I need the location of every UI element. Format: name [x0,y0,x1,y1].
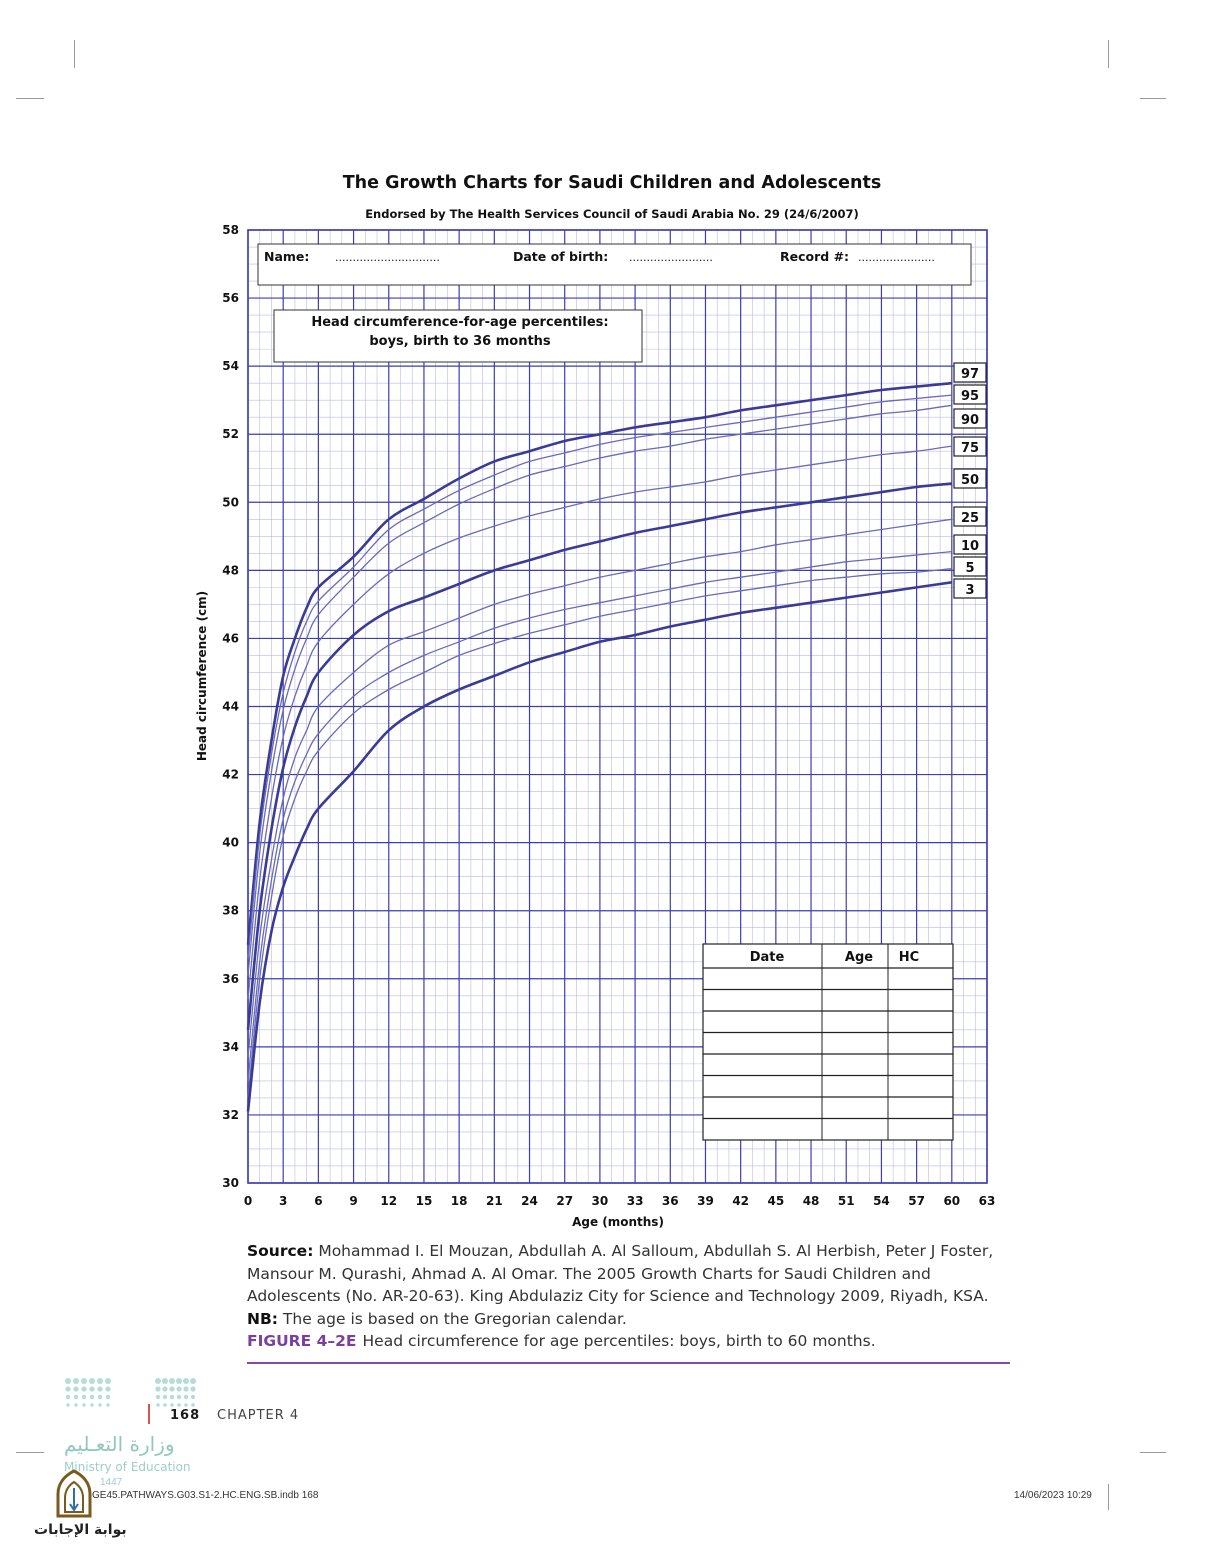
inner-title-line2: boys, birth to 36 months [369,334,551,349]
x-axis-label: Age (months) [572,1215,664,1229]
percentile-label-25: 25 [960,511,980,526]
y-tick-label: 34 [222,1039,239,1054]
y-tick-label: 46 [222,631,239,646]
page-number-bar [148,1404,150,1424]
logo-dot [156,1403,160,1407]
y-tick-label: 48 [222,563,239,578]
page-number: 168 [170,1408,201,1423]
y-tick-label: 38 [222,903,239,918]
logo-dot [184,1403,188,1407]
x-tick-label: 51 [837,1194,855,1208]
chart-title: The Growth Charts for Saudi Children and Adolescents [342,173,882,193]
x-tick-label: 9 [349,1194,358,1208]
logo-dot [105,1378,111,1384]
logo-dot [163,1403,167,1407]
x-tick-label: 54 [873,1194,890,1208]
x-tick-label: 24 [521,1194,538,1208]
x-tick-label: 36 [661,1194,679,1208]
logo-dot [169,1386,174,1391]
name-field[interactable]: .............................. [335,251,440,264]
logo-dot [169,1378,175,1384]
record-label: Record #: [780,249,850,264]
x-tick-label: 60 [943,1194,961,1208]
x-tick-label: 45 [767,1194,785,1208]
portal-logo-icon [50,1468,98,1520]
source-note [247,1240,1017,1308]
percentile-label-97: 97 [960,367,980,382]
portal-name: بوابة الإجابات [34,1522,127,1538]
y-tick-label: 54 [222,359,239,374]
logo-dot [155,1378,161,1384]
logo-dot [97,1378,103,1384]
y-tick-label: 58 [222,223,239,237]
y-tick-label: 44 [222,699,239,714]
y-tick-label: 30 [222,1176,239,1190]
x-tick-label: 6 [314,1194,323,1208]
logo-dot [73,1386,78,1391]
logo-dot [106,1403,110,1407]
logo-dot [90,1403,94,1407]
x-tick-label: 18 [450,1194,468,1208]
x-tick-label: 48 [802,1194,820,1208]
nb-text: The age is based on the Gregorian calendar. [278,1309,627,1328]
logo-dot [90,1395,94,1399]
logo-dot [170,1403,174,1407]
logo-dot [65,1378,71,1384]
logo-dot [89,1378,95,1384]
x-tick-label: 3 [279,1194,288,1208]
chapter-label: CHAPTER 4 [217,1408,300,1423]
logo-dot [176,1378,182,1384]
logo-dot [82,1403,86,1407]
source-label: Source: [247,1242,314,1260]
x-tick-label: 27 [556,1194,574,1208]
percentile-label-3: 3 [965,583,975,598]
logo-dot [155,1386,160,1391]
logo-dot [156,1395,160,1399]
ministry-year: 1447 [100,1477,123,1488]
x-tick-label: 30 [591,1194,609,1208]
logo-dot [177,1403,181,1407]
figure-title [247,1330,1017,1353]
figure-text: Head circumference for age percentiles: boys, birth to 60 months. [362,1332,876,1351]
logo-dot [66,1403,70,1407]
y-tick-label: 36 [222,971,239,986]
logo-dot [74,1403,78,1407]
y-tick-label: 32 [222,1107,239,1122]
y-tick-label: 50 [222,495,239,510]
table-header-date: Date [749,950,785,965]
y-axis-label: Head circumference (cm) [195,590,209,762]
percentile-label-10: 10 [960,539,980,554]
name-label: Name: [264,249,310,264]
x-tick-labels [244,1194,996,1208]
logo-dot [81,1386,86,1391]
logo-dot [163,1395,167,1399]
percentile-label-5: 5 [965,561,975,576]
y-tick-label: 52 [222,427,239,442]
measurement-table [703,944,953,1140]
logo-dot [73,1378,79,1384]
logo-dot [89,1386,94,1391]
logo-dot [82,1395,86,1399]
y-tick-label: 40 [222,835,239,850]
caption-rule [247,1362,1010,1364]
logo-dot [66,1395,70,1399]
y-tick-label: 42 [222,767,239,782]
source-text: Mohammad I. El Mouzan, Abdullah A. Al Salloum, Abdullah S. Al Herbish, Peter J Foster, Mansour M. Qurashi, Ahmad A. Al Omar. The 2005 Growth Charts for Saudi Children and Adolescents (No. AR-20-63). King Abdulaziz City for Science and Technology 2009, Riyadh, KSA. [247,1242,994,1306]
nb-note [247,1308,1017,1331]
x-tick-label: 33 [626,1194,644,1208]
logo-dot [176,1386,181,1391]
x-tick-label: 39 [697,1194,714,1208]
logo-dot [191,1395,195,1399]
figure-caption [247,1240,1017,1353]
logo-dot [105,1386,110,1391]
percentile-label-50: 50 [960,473,980,488]
file-name: GE45.PATHWAYS.G03.S1-2.HC.ENG.SB.indb 168 [92,1490,319,1501]
logo-dot [190,1378,196,1384]
logo-dot [184,1395,188,1399]
x-tick-label: 21 [485,1194,503,1208]
nb-label: NB: [247,1309,278,1328]
logo-dot [177,1395,181,1399]
logo-dot [190,1386,195,1391]
record-field[interactable]: ...................... [858,251,935,264]
percentile-label-95: 95 [960,389,980,404]
table-header-hc: HC [898,950,920,965]
x-tick-label: 15 [415,1194,433,1208]
percentile-label-90: 90 [960,413,980,428]
x-tick-label: 57 [908,1194,925,1208]
x-tick-label: 42 [732,1194,750,1208]
logo-dot [97,1386,102,1391]
ministry-name-english: Ministry of Education [64,1460,191,1474]
logo-dot [170,1395,174,1399]
logo-dot [106,1395,110,1399]
x-tick-label: 63 [978,1194,996,1208]
logo-dot [191,1403,195,1407]
logo-dot [183,1378,189,1384]
logo-dot [98,1403,102,1407]
x-tick-label: 0 [243,1194,253,1208]
logo-dot [98,1395,102,1399]
logo-dot [162,1386,167,1391]
figure-number: FIGURE 4–2E [247,1332,357,1351]
file-timestamp: 14/06/2023 10:29 [1014,1490,1092,1501]
y-tick-label: 56 [222,291,239,306]
logo-dot [65,1386,70,1391]
ministry-name-arabic: وزارة التعـليم [64,1432,175,1456]
y-tick-labels [222,223,239,1190]
chart-subtitle: Endorsed by The Health Services Council of Saudi Arabia No. 29 (24/6/2007) [365,207,859,221]
x-tick-label: 12 [380,1194,398,1208]
logo-dot [183,1386,188,1391]
table-header-age: Age [844,950,874,965]
dob-field[interactable]: ........................ [629,251,713,264]
logo-dot [74,1395,78,1399]
logo-dot [162,1378,168,1384]
percentile-labels [954,363,986,598]
percentile-label-75: 75 [960,441,980,456]
logo-dot [81,1378,87,1384]
inner-title-line1: Head circumference-for-age percentiles: [311,315,609,330]
dob-label: Date of birth: [513,249,609,264]
